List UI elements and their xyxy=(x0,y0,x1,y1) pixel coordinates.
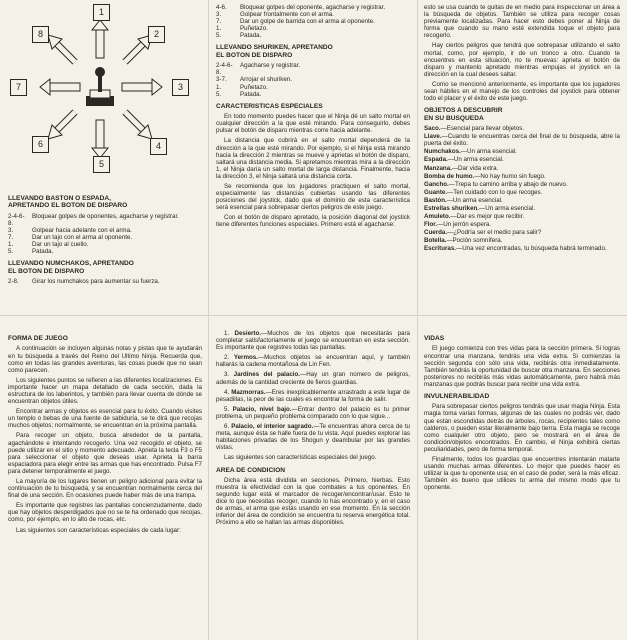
paragraph: Para sobrepasar ciertos peligros tendrás que usar magia Ninja. Esta magia toma varias formas, algunas de las cuales no podrás ver, dado que están escondidas detrás de árboles, rocas, recipientes tales como calderos, o pueden estar literalmente bajo tierra. Esta magia se recoge como cualquier otro objeto, pero se mostrará en el área de condición/objetos encontrados. En cambio, el Ninja exhibirá ciertas peculiaridades, pero de forma temporal. xyxy=(424,403,620,453)
list-item: 4-6. Bloquear golpes del oponente, agacharse y registrar. xyxy=(216,4,386,11)
direction-3-box: 3 xyxy=(172,79,189,96)
arrow-right xyxy=(122,83,152,91)
place-entry xyxy=(216,406,410,420)
paragraph: En todo momento puedes hacer que el Ninja dé un salto mortal en cualquier dirección a la que esté mirando. Para conseguirlo, debes pulsar el botón de disparo mientras corre hacia adelante. xyxy=(216,113,410,135)
heading-objetos: OBJETOS A DESCUBRIR EN SU BUSQUEDA xyxy=(424,107,503,122)
place-title: Mazmorras. xyxy=(231,388,266,396)
paragraph: La mayoría de los lugares tienen un peligro adicional para evitar la continuación de tu búsqueda, y se encuentran normalmente cerca del final de una sección. En ocasiones puede haber más de una trampa. xyxy=(8,478,202,500)
heading-caracteristicas: CARACTERISTICAS ESPECIALES xyxy=(216,102,323,110)
fold-line-middle xyxy=(0,315,627,316)
list-item: 3-7. Arrojar el shuriken. xyxy=(216,76,292,84)
paragraph: Los siguientes puntos se refieren a las diferentes localizaciones. Es importante hacer un mapa detallado de cada sección, dada la estructura de los laberintos, y también para llevar cuenta de dónde se encuentran objetos útiles. xyxy=(8,376,202,406)
place-number: 5. xyxy=(224,405,230,413)
place-number: 4. xyxy=(224,388,230,396)
direction-7-box: 7 xyxy=(10,79,27,96)
paragraph: El juego comienza con tres vidas para la sección primera. Si logras encontrar una manzana, tendrás una vida extra. Si comienzas la sección segunda con sólo una vida, recibirás otra inmediatamente. También tendrás la oportunidad de buscar otra manzana. En secciones posteriores no recibirás más vidas automáticamente, pero habrá más manzanas que podrás buscar para recibir una vida extra. xyxy=(424,345,620,388)
direction-1-box: 1 xyxy=(93,4,110,21)
paragraph: Hay ciertos peligros que tendrá que sobrepasar utilizando el salto mortal, como, por ejemplo, ir de un tronco a otro. Cuando te encuentres en esta situación, no te muevas: aprieta el botón de disparo y mantenlo apretado mientras empujas el joystick en la dirección en la cual desees saltar. xyxy=(424,42,620,78)
object-name: Cuerda. xyxy=(424,229,448,237)
heading-shuriken: LLEVANDO SHURIKEN, APRETANDO EL BOTON DE DISPARO xyxy=(216,44,333,59)
place-title: Desierto. xyxy=(234,330,261,337)
forma-de-juego-text xyxy=(8,345,202,533)
heading-baston: LLEVANDO BASTON O ESPADA, APRETANDO EL BOTON DE DISPARO xyxy=(8,195,128,210)
place-number: 1. xyxy=(224,330,230,337)
joystick-diagram xyxy=(0,0,210,170)
object-name: Bastón. xyxy=(424,196,447,204)
object-item xyxy=(424,213,620,220)
objects-list xyxy=(424,125,620,253)
object-item xyxy=(424,173,620,180)
col2-top xyxy=(216,4,410,232)
heading-area-de-condicion: AREA DE CONDICION xyxy=(216,466,285,474)
place-entry xyxy=(216,389,410,403)
paragraph: Como se mencionó anteriormente, es importante que los jugadores sean hábiles en el manejo de los controles del joystick para obtener todo el placer y el éxito de este juego. xyxy=(424,80,620,103)
object-name: Escrituras. xyxy=(424,245,456,253)
arrow-left xyxy=(50,83,80,91)
object-item xyxy=(424,221,620,228)
list-item: 1. Dar un tajo al cuello. xyxy=(8,241,89,249)
object-item xyxy=(424,181,620,188)
list-item: 5. Patada. xyxy=(8,248,54,256)
paragraph: esto se usa cuando te quitas de en medio para inspeccionar un área a la búsqueda de objetos. También se utiliza para recoger cosas previamente localizadas. Para hacer esto debes poner al Ninja de forma que cuando su mano esté extendida toque el objeto para recogerlo. xyxy=(424,4,620,40)
list-item: 2-8. Girar los numchakos para aumentar su fuerza. xyxy=(8,278,160,286)
list-item: 5. Patada. xyxy=(216,32,262,40)
col3-top xyxy=(424,4,620,254)
object-item xyxy=(424,229,620,236)
object-description: —Poción somnífera. xyxy=(446,237,503,245)
object-name: Estrellas shuriken. xyxy=(424,204,480,212)
object-item xyxy=(424,205,620,212)
place-entry xyxy=(216,354,410,368)
paragraph: Con el botón de disparo apretado, la posición diagonal del joystick tiene diferentes funciones especiales. Primero está el agacharse: xyxy=(216,214,410,229)
object-description: —¿Podría ser el medio para salir? xyxy=(447,229,542,237)
object-name: Llave. xyxy=(424,133,442,141)
object-description: —Cuando te encuentras cerca del final de tu búsqueda, abre la puerta del éxito. xyxy=(424,133,620,148)
col1-bottom xyxy=(8,330,202,537)
place-number: 6. xyxy=(224,423,230,431)
place-entry xyxy=(216,330,410,351)
object-name: Gancho. xyxy=(424,180,449,188)
direction-2-box: 2 xyxy=(148,26,165,43)
object-name: Bomba de humo. xyxy=(424,172,475,180)
object-item xyxy=(424,245,620,252)
list-item: 7. Dar un golpe de barrida con el arma al oponente. xyxy=(216,18,375,26)
object-item xyxy=(424,156,620,163)
place-description: —Eres inexplicablemente arrastrado a este lugar de pesadillas, la peor de las cuales es encontrar la forma de salir. xyxy=(216,388,410,403)
object-description: —Un arma esencial. xyxy=(460,148,517,156)
place-description: —Te encuentras ahora cerca de tu meta, aunque ésta se halle fuera de tu vista. Aquí puedes explorar las habitaciones privadas de los Shogun y deambular por las grandes vistas. xyxy=(216,423,410,452)
object-description: —Ten cuidado con lo que recoges. xyxy=(447,188,543,196)
object-name: Manzana. xyxy=(424,164,452,172)
object-name: Amuleto. xyxy=(424,213,451,221)
object-description: —No hay humo sin fuego. xyxy=(474,172,546,180)
arrow-down xyxy=(96,120,104,150)
object-description: —Dar es mejor que recibir. xyxy=(450,213,525,221)
object-name: Botella. xyxy=(424,237,447,245)
place-description: —Entrar dentro del palacio es tu primer problema, un pequeño problema comparado con lo que sigue... xyxy=(216,405,410,420)
object-item xyxy=(424,148,620,155)
object-name: Numchakos. xyxy=(424,148,461,156)
object-name: Saco. xyxy=(424,125,441,133)
object-description: —Un arma esencial. xyxy=(447,156,504,164)
col1-top xyxy=(8,190,201,285)
object-name: Espada. xyxy=(424,156,448,164)
object-description: —Un jerrón espera. xyxy=(437,221,492,229)
list-item: 3. Golpear frontalmente con el arma. xyxy=(216,11,334,19)
heading-numchakos: LLEVANDO NUMCHAKOS, APRETANDO EL BOTON DE DISPARO xyxy=(8,260,134,275)
place-description: —Hay un gran número de peligros, además de la cantidad creciente de fieros guardias. xyxy=(216,371,410,386)
list-item: 1. Puñetazo. xyxy=(216,83,268,91)
place-description: —Muchos de los objetos que necesitarás para completar satisfactoriamente el juego se encuentran en esta sección. Es importante que registres todas las pantallas. xyxy=(216,330,410,352)
place-entry xyxy=(216,423,410,451)
place-title: Yermos. xyxy=(233,354,258,362)
direction-8-box: 8 xyxy=(32,26,49,43)
object-name: Guante. xyxy=(424,188,448,196)
object-item xyxy=(424,189,620,196)
place-number: 2. xyxy=(224,354,230,362)
object-description: —Esencial para llevar objetos. xyxy=(440,125,525,133)
object-item xyxy=(424,133,620,147)
list-item: 2-4-6-8. Agacharse y registrar. xyxy=(216,62,301,77)
list-item: 2-4-6-8. Bloquear golpes de oponentes, agacharse y registrar. xyxy=(8,212,179,227)
paragraph: La distancia que cubrirá en el salto mortal dependerá de la dirección a la que esté mirando. Por ejemplo, si el Ninja está mirando hacia la dirección 2 mientras se mueve y aprietas el botón de disparo, saltará una distancia media. Si apretamos mientras mira a la dirección 1, el Ninja daría un salto mortal de larga distancia. Finalmente, hacia la dirección 3, el Ninja saltará una distancia corta. xyxy=(216,137,410,180)
arrowhead-up xyxy=(92,20,108,30)
direction-4-box: 4 xyxy=(150,138,167,155)
object-description: —Un arma esencial. xyxy=(446,196,503,204)
object-description: —Un arma esencial. xyxy=(479,204,536,212)
object-description: —Una vez encontradas, tu búsqueda habrá terminado. xyxy=(456,245,607,253)
direction-6-box: 6 xyxy=(32,136,49,153)
place-description: —Muchos objetos se encuentran aquí, y también hallarás la cadena montañosa de Lin Fen. xyxy=(216,354,410,369)
object-name: Flor. xyxy=(424,221,438,229)
place-number: 3. xyxy=(224,371,230,379)
paragraph: Es importante que registres las pantallas concienzudamente, dado que hay objetos desperdigados que no se te ha ordenado que recojas, como, por ejemplo, en lo alto de rocas, etc. xyxy=(8,502,202,524)
direction-5-box: 5 xyxy=(93,156,110,173)
heading-forma-de-juego: FORMA DE JUEGO xyxy=(8,335,68,342)
object-description: —Dar vida extra. xyxy=(451,164,499,172)
object-item xyxy=(424,125,620,132)
place-entry xyxy=(216,371,410,385)
fold-line-right xyxy=(417,0,418,640)
list-item: 7. Dar un tajo con el arma al oponente. xyxy=(8,234,133,242)
paragraph: Encontrar armas y objetos es esencial para tu éxito. Cuando visites un templo o bebas de una fuente de sabiduría, se te dirá que recojas muchos objetos; normalmente, se encuentran en la próxima pantalla. xyxy=(8,408,202,430)
object-item xyxy=(424,197,620,204)
heading-vidas: VIDAS xyxy=(424,335,445,342)
paragraph: A continuación se incluyen algunas notas y pistas que te ayudarán en tu búsqueda a través del Reino del Ultimo Ninja. Recuerda que, como en todas las grandes aventuras, las cosas puede que no sean como parecen. xyxy=(8,345,202,374)
object-item xyxy=(424,165,620,172)
arrowhead-left xyxy=(40,79,50,95)
place-title: Palacio, el interior sagrado. xyxy=(231,423,314,431)
paragraph: Las siguientes son características especiales del juego. xyxy=(224,454,377,462)
list-item: 5. Patada. xyxy=(216,90,262,98)
list-item: 3. Golpear hacia adelante con el arma. xyxy=(8,227,132,234)
paragraph: Para recoger un objeto, busca alrededor de la pantalla, agachándote e intentando recogerlo. Una vez recogido el objeto, se puede utilizar en el sitio y momento adecuado. Aprieta la tecla F3 o F5 para seleccionar el objeto que deseas usar. Aprieta la barra espaciadora para elegir entre las armas que has encontrado. Pulsa F7 para detener temporalmente el juego. xyxy=(8,432,202,475)
arrow-up xyxy=(96,28,104,58)
places-list xyxy=(216,330,410,451)
col3-bottom xyxy=(424,330,620,495)
place-title: Palacio, nivel bajo. xyxy=(232,405,292,413)
object-description: —Trepa tu camino arriba y abajo de nuevo. xyxy=(448,180,568,188)
col2-bottom xyxy=(216,330,410,530)
paragraph: Finalmente, todos los guardias que encuentres intentarán matarte usando muchas armas diferentes. Lo mejor que puedes hacer es utilizar la que tu oponente usa; en el caso de poder, será la más eficaz. También es bueno que utilices tu arma del mismo modo que tu oponente. xyxy=(424,456,620,492)
object-item xyxy=(424,237,620,244)
joystick-icon xyxy=(86,67,114,106)
arrowhead-right xyxy=(152,79,162,95)
paragraph: Las siguientes son características especiales de cada lugar: xyxy=(16,526,181,534)
paragraph: Dicha área está dividida en secciones. Primero, hierbas. Esto muestra la efectividad con la que combates a tus oponentes. En segundo lugar está el marcador de recoger/encontrar/usar. Esto te dice lo que necesitas recoger, cuando lo has encontrado y, en el caso de armas, el arma que estás usando en ese momento. En la sección inferior del área de condición se encuentra tu reserva energética total. Próximo a ello se hallan las armas disponibles. xyxy=(216,476,410,527)
heading-invulnerabilidad: INVULNERABILIDAD xyxy=(424,392,490,400)
paragraph: Se recomienda que los jugadores practiquen el salto mortal, especialmente las distancias cubiertas usando las diferentes posiciones del joystick, dado que el dominio de esta característica será esencial para sobrepasar ciertos peligros de este juego. xyxy=(216,183,410,212)
list-item: 1. Puñetazo. xyxy=(216,25,268,33)
place-title: Jardines del palacio. xyxy=(233,371,300,379)
